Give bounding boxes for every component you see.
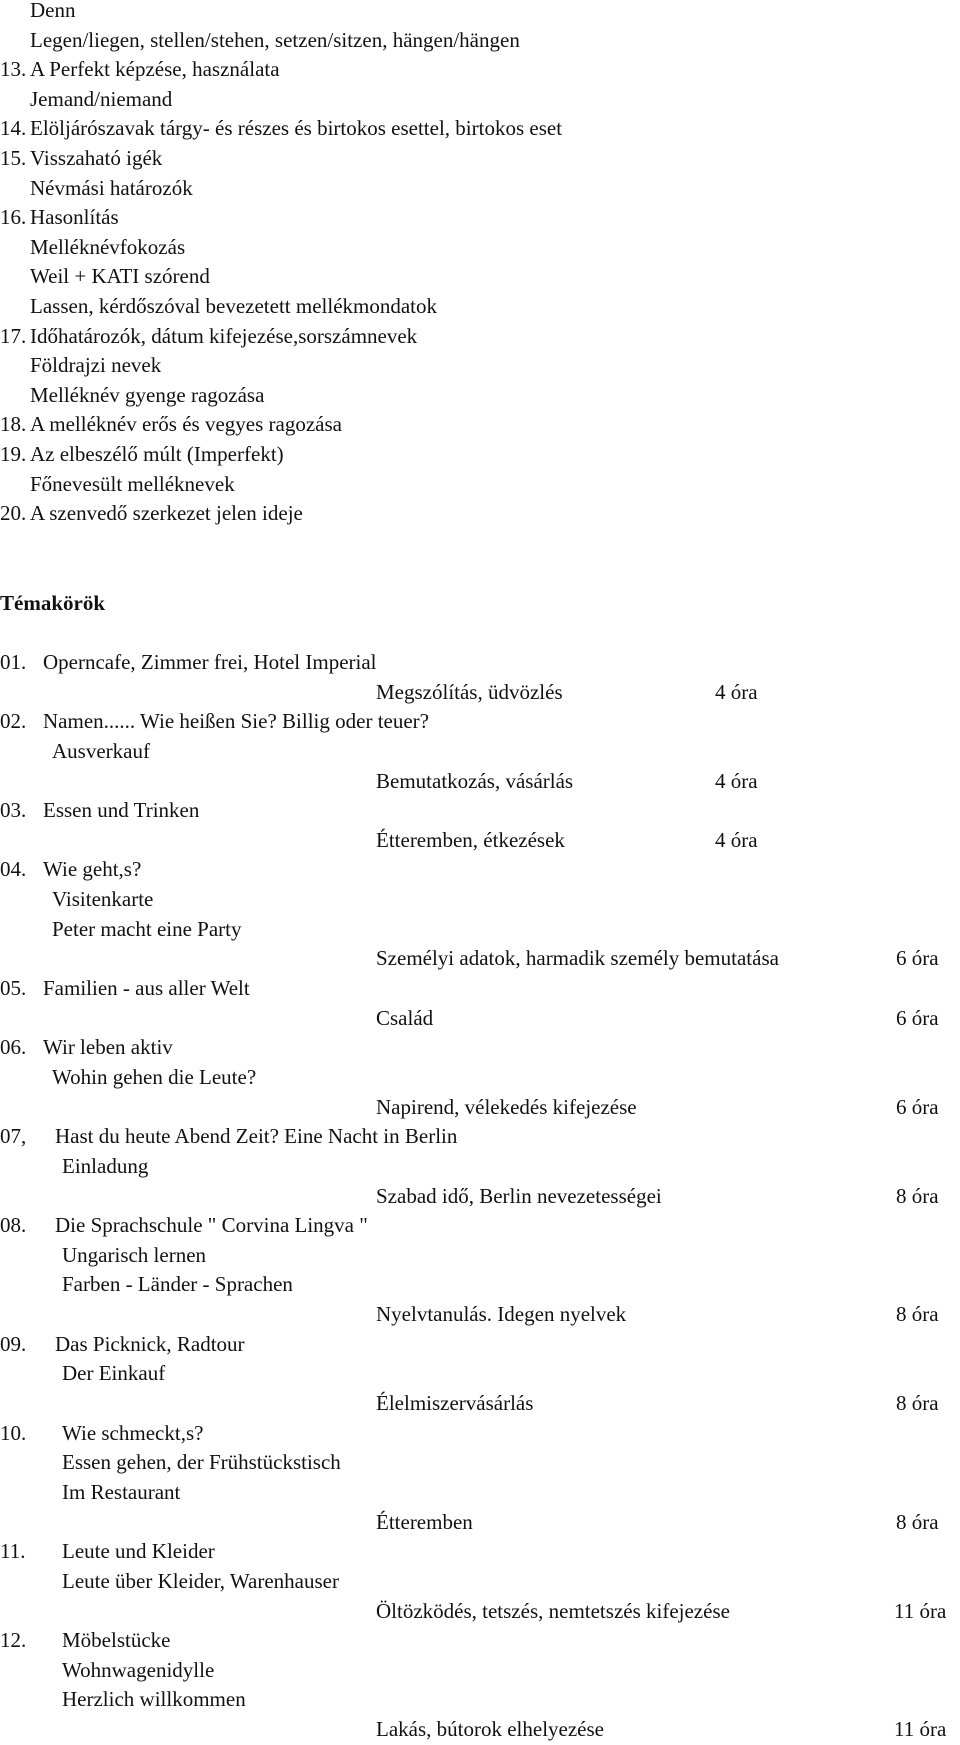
topic-entry [0,796,955,855]
grammar-item-text: A Perfekt képzése, használata [30,57,280,82]
topic-line [0,974,955,1004]
topic-hours: 8 óra [896,1509,939,1534]
topic-hours: 4 óra [715,768,758,793]
topic-number: 12. [0,1628,27,1653]
topic-title: Herzlich willkommen [62,1687,246,1712]
topic-line [0,1448,955,1478]
topic-title: Wie geht,s? [43,857,142,882]
topic-entry [0,1537,955,1626]
grammar-list-item [0,351,940,381]
grammar-item-text: Melléknév gyenge ragozása [30,382,265,407]
topic-line [0,855,955,885]
topic-description-row [0,1715,955,1745]
topic-line [0,1330,955,1360]
topic-description: Nyelvtanulás. Idegen nyelvek [376,1302,627,1327]
topic-description: Öltözködés, tetszés, nemtetszés kifejezése [376,1598,730,1623]
topic-description-row [0,1389,955,1419]
grammar-item-text: Visszaható igék [30,145,163,170]
topic-entry [0,707,955,796]
topic-entry [0,1033,955,1122]
topic-entry [0,1122,955,1211]
topic-title: Hast du heute Abend Zeit? Eine Nacht in Berlin [55,1124,458,1149]
grammar-item-text: Földrajzi nevek [30,353,162,378]
topic-entry [0,648,955,707]
topic-title: Peter macht eine Party [52,916,242,941]
topic-description: Személyi adatok, harmadik személy bemutatása [376,946,779,971]
topic-description-row [0,678,955,708]
topic-line [0,1270,955,1300]
topic-line [0,1419,955,1449]
grammar-list-item [0,203,940,233]
grammar-item-number: 18. [0,412,27,437]
grammar-item-number: 16. [0,205,27,230]
grammar-list-item [0,292,940,322]
topic-number: 07, [0,1124,27,1149]
grammar-list-item [0,440,940,470]
topic-number: 09. [0,1331,27,1356]
topic-title: Im Restaurant [62,1479,181,1504]
topic-number: 03. [0,798,27,823]
topic-title: Wir leben aktiv [43,1035,173,1060]
grammar-item-text: Főnevesült melléknevek [30,471,235,496]
topic-description: Élelmiszervásárlás [376,1391,534,1416]
topic-entry [0,974,955,1033]
topic-title: Das Picknick, Radtour [55,1331,245,1356]
grammar-item-number: 13. [0,57,27,82]
topic-title: Namen...... Wie heißen Sie? Billig oder teuer? [43,709,429,734]
grammar-item-text: A melléknév erős és vegyes ragozása [30,412,342,437]
topic-title: Ausverkauf [52,738,150,763]
grammar-item-text: Az elbeszélő múlt (Imperfekt) [30,441,284,466]
grammar-item-text: Névmási határozók [30,175,193,200]
topic-title: Leute über Kleider, Warenhauser [62,1568,339,1593]
topic-description: Étteremben [376,1509,473,1534]
topic-entry [0,1330,955,1419]
topic-line [0,737,955,767]
topic-description-row [0,1182,955,1212]
topic-title: Einladung [62,1153,149,1178]
topic-hours: 8 óra [896,1391,939,1416]
topic-line [0,796,955,826]
grammar-list-item [0,144,940,174]
topic-description: Napirend, vélekedés kifejezése [376,1094,637,1119]
topic-line [0,1211,955,1241]
topic-number: 06. [0,1035,27,1060]
topic-number: 08. [0,1213,27,1238]
topics-list [0,648,955,1745]
topic-title: Leute und Kleider [62,1539,215,1564]
topic-title: Die Sprachschule " Corvina Lingva " [55,1213,368,1238]
grammar-list-item [0,322,940,352]
topic-description: Szabad idő, Berlin nevezetességei [376,1183,662,1208]
topic-description-row [0,1508,955,1538]
topic-line [0,915,955,945]
topic-hours: 8 óra [896,1302,939,1327]
grammar-item-text: Időhatározók, dátum kifejezése,sorszámnevek [30,323,418,348]
grammar-list-item [0,262,940,292]
grammar-item-number: 14. [0,116,27,141]
topic-hours: 4 óra [715,679,758,704]
topic-line [0,707,955,737]
grammar-item-number: 15. [0,145,27,170]
topic-line [0,1033,955,1063]
grammar-list-item [0,381,940,411]
topic-description-row [0,1597,955,1627]
topic-line [0,1656,955,1686]
grammar-item-number: 20. [0,501,27,526]
grammar-list [0,0,940,529]
topic-title: Wohin gehen die Leute? [52,1064,257,1089]
topic-line [0,1359,955,1389]
topic-number: 04. [0,857,27,882]
topic-description-row [0,944,955,974]
topic-number: 02. [0,709,27,734]
topic-description: Család [376,1005,434,1030]
topic-description: Étteremben, étkezések [376,827,565,852]
topic-title: Möbelstücke [62,1628,171,1653]
topic-title: Farben - Länder - Sprachen [62,1272,293,1297]
topic-hours: 4 óra [715,827,758,852]
topic-line [0,1063,955,1093]
topic-number: 01. [0,650,27,674]
topic-description: Megszólítás, üdvözlés [376,679,563,704]
grammar-list-item [0,233,940,263]
topic-line [0,1478,955,1508]
section-heading-topics: Témakörök [0,591,105,615]
grammar-item-text: Denn [30,0,76,22]
topic-entry [0,1419,955,1538]
grammar-list-item [0,410,940,440]
topic-line [0,1626,955,1656]
grammar-list-item [0,499,940,529]
topic-description-row [0,826,955,856]
topic-title: Wie schmeckt,s? [62,1420,204,1445]
grammar-item-number: 17. [0,323,27,348]
grammar-list-item [0,85,940,115]
grammar-list-item [0,26,940,56]
topic-line [0,1152,955,1182]
topic-entry [0,1626,955,1745]
grammar-item-text: Jemand/niemand [30,86,173,111]
topic-title: Operncafe, Zimmer frei, Hotel Imperial [43,650,377,674]
topic-hours: 11 óra [894,1717,947,1742]
grammar-item-text: Hasonlítás [30,205,119,230]
grammar-item-text: A szenvedő szerkezet jelen ideje [30,501,303,526]
grammar-item-text: Legen/liegen, stellen/stehen, setzen/sitzen, hängen/hängen [30,27,520,52]
topic-title: Familien - aus aller Welt [43,976,250,1001]
topic-hours: 11 óra [894,1598,947,1623]
topic-description: Bemutatkozás, vásárlás [376,768,574,793]
topic-description-row [0,1093,955,1123]
topic-description-row [0,767,955,797]
topic-entry [0,1211,955,1330]
grammar-item-text: Lassen, kérdőszóval bevezetett mellékmondatok [30,293,438,318]
topic-hours: 6 óra [896,1094,939,1119]
grammar-item-text: Elöljárószavak tárgy- és részes és birtokos esettel, birtokos eset [30,116,563,141]
topic-line [0,885,955,915]
topic-description: Lakás, bútorok elhelyezése [376,1717,604,1742]
topic-hours: 6 óra [896,946,939,971]
topic-hours: 6 óra [896,1005,939,1030]
grammar-list-item [0,55,940,85]
topic-hours: 8 óra [896,1183,939,1208]
topic-title: Ungarisch lernen [62,1242,207,1267]
topic-number: 05. [0,976,27,1001]
topic-line [0,648,955,678]
topic-number: 11. [0,1539,26,1564]
topic-line [0,1567,955,1597]
topic-line [0,1685,955,1715]
topic-title: Wohnwagenidylle [62,1657,215,1682]
topic-title: Visitenkarte [52,887,154,912]
grammar-item-text: Melléknévfokozás [30,234,186,259]
grammar-list-item [0,470,940,500]
topic-title: Der Einkauf [62,1361,166,1386]
grammar-item-text: Weil + KATI szórend [30,264,210,289]
topic-description-row [0,1300,955,1330]
topic-title: Essen gehen, der Frühstückstisch [62,1450,341,1475]
topic-line [0,1537,955,1567]
grammar-list-item [0,174,940,204]
topic-line [0,1122,955,1152]
topic-number: 10. [0,1420,27,1445]
grammar-list-item [0,0,940,26]
grammar-item-number: 19. [0,441,27,466]
topic-entry [0,855,955,974]
topic-description-row [0,1004,955,1034]
grammar-list-item [0,114,940,144]
topic-title: Essen und Trinken [43,798,200,823]
topic-line [0,1241,955,1271]
